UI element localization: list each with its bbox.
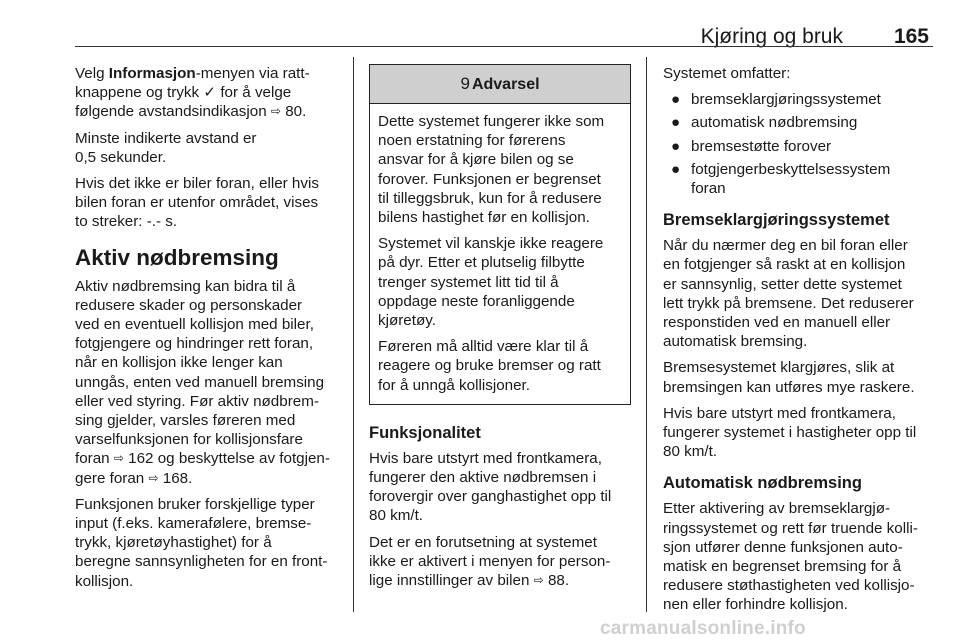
system-components-list: [663, 90, 933, 198]
page-number: 165: [893, 25, 929, 48]
paragraph-minimum-distance: Minste indikerte avstand er 0,5 sekunder.: [75, 129, 257, 166]
page-header: [75, 0, 933, 47]
page-reference-icon: ⇨: [270, 104, 281, 119]
column-middle: [369, 64, 639, 597]
paragraph-automatic-braking: Etter aktivering av bremseklargjø- ringssystemet og rett før truende kolli- sjon utfører denne funksjonen auto- matisk en begrenset bremsing for å redusere støthastigheten ved kollisjo- nen eller forhindre kollisjon.: [663, 500, 918, 614]
column-divider-right: [646, 57, 647, 612]
column-left: [75, 64, 345, 598]
page-reference-link[interactable]: 88.: [547, 572, 570, 590]
warning-box: [369, 64, 631, 405]
paragraph-prerequisite: Det er en forutsetning at systemet ikke er aktivert i menyen for person- lige innstillinger av bilen ⇨ 88.: [369, 533, 611, 590]
list-item: ● fotgjengerbeskyttelsessystem foran: [671, 160, 891, 198]
page-reference-icon: ⇨: [113, 451, 124, 466]
system-intro: Systemet omfatter:: [663, 65, 791, 82]
warning-header: [370, 65, 630, 104]
paragraph-information-menu: Velg Informasjon-menyen via ratt- knappene og trykk ✓ for å velge følgende avstandsindikasjon ⇨ 80.: [75, 65, 310, 121]
list-item: ● bremseklargjøringssystemet: [671, 91, 881, 109]
page-reference-link[interactable]: 80.: [285, 103, 307, 121]
section-title: Kjøring og bruk: [700, 25, 843, 48]
heading-brake-preparation: Bremseklargjøringssystemet: [663, 211, 890, 230]
warning-body: Dette systemet fungerer ikke som noen erstatning for førerens ansvar for å kjøre bilen og se forover. Funksjonen er begrenset til tilleggsbruk, kun for å redusere bilens hastighet før en kollisjon. Systemet vil kanskje ikke reagere på dyr. Etter et plutselig filbytte trenger systemet litt tid til å oppdage neste foranliggende kjøretøy. Føreren må alltid være klar til å reagere og bruke bremser og ratt for å unngå kollisjoner.: [378, 113, 605, 394]
warning-triangle-icon: 9: [460, 74, 470, 93]
menu-name: Informasjon: [108, 65, 196, 82]
paragraph-front-camera-speed: Hvis bare utstyrt med frontkamera, fungerer systemet i hastigheter opp til 80 km/t.: [663, 404, 917, 461]
header-rule: [75, 46, 933, 47]
list-item: ● bremsestøtte forover: [671, 137, 832, 155]
paragraph-brake-system: Bremsesystemet klargjøres, slik at bremsingen kan utføres mye raskere.: [663, 359, 915, 396]
checkmark-icon: ✓: [203, 84, 217, 102]
page-reference-link[interactable]: 162 og beskyttelse av fotgjen-: [128, 450, 330, 468]
heading-functionality: Funksjonalitet: [369, 423, 481, 442]
paragraph-brake-preparation: Når du nærmer deg en bil foran eller en fotgjenger så raskt at en kollisjon er sannsynlig, setter dette systemet lett trykk på bremsene. Det reduserer responstiden ved en manuell eller automatisk bremsing.: [663, 237, 914, 351]
column-right: [663, 64, 933, 622]
paragraph-function-inputs: Funksjonen bruker forskjellige typer input (f.eks. kamerafølere, bremse- trykk, kjøretøyhastighet) for å beregne sannsynligheten for en front- kollisjon.: [75, 495, 328, 590]
page-reference-icon: ⇨: [148, 470, 159, 485]
paragraph-active-braking-description: Aktiv nødbremsing kan bidra til å redusere skader og personskader ved en eventuell kollisjon med biler, fotgjengere og hindringer rett foran, når en kollisjon ikke lenger kan unngås, enten ved manuell bremsing eller ved styring. Før aktiv nødbrem- sing gjelder, varsles føreren med varselfunksjonen for kollisjonsfare foran ⇨ 162 og beskyttelse av fotgjen- gere foran ⇨ 168.: [75, 277, 330, 487]
warning-title: Advarsel: [471, 76, 540, 93]
list-item: ● automatisk nødbremsing: [671, 114, 858, 132]
page-reference-icon: ⇨: [533, 573, 544, 588]
column-divider-left: [353, 57, 354, 612]
paragraph-front-camera: Hvis bare utstyrt med frontkamera, fungerer den aktive nødbremsen i forovergir over ganghastighet opp til 80 km/t.: [369, 449, 612, 525]
page-reference-link[interactable]: 168.: [162, 469, 193, 487]
heading-active-emergency-braking: Aktiv nødbremsing: [75, 244, 279, 270]
heading-automatic-emergency-braking: Automatisk nødbremsing: [663, 474, 862, 493]
paragraph-no-vehicles: Hvis det ikke er biler foran, eller hvis bilen foran er utenfor området, vises to streker: -.- s.: [75, 175, 319, 231]
watermark: carmanualsonline.info: [600, 618, 806, 639]
